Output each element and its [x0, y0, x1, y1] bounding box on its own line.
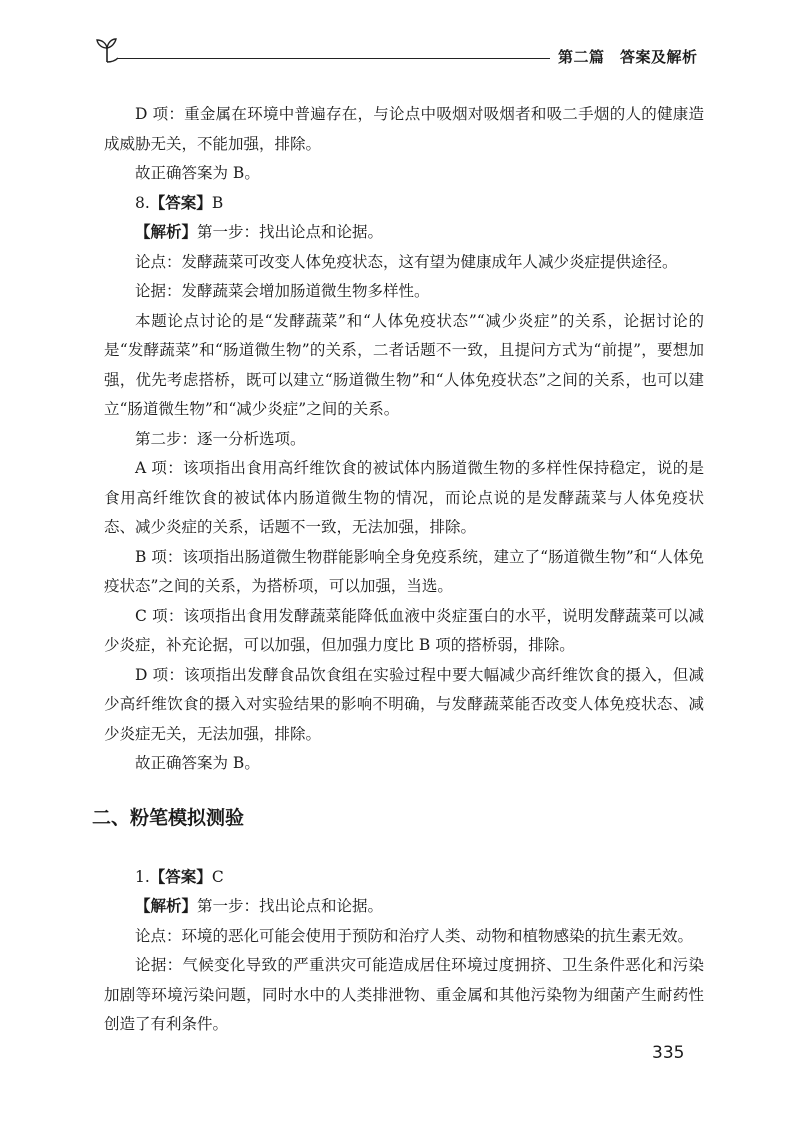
running-header: [0, 0, 800, 80]
analysis-line: 【解析】第一步：找出论点和论据。: [135, 223, 384, 241]
paragraph: 故正确答案为 B。: [135, 754, 260, 772]
page-body: [92, 100, 704, 1040]
answer-tag: 【答案】: [149, 867, 212, 886]
paragraph: 本题论点讨论的是“发酵蔬菜”和“人体免疫状态”“减少炎症”的关系，论据讨论的是“发酵蔬菜”和“肠道微生物”的关系，二者话题不一致，且提问方式为“前提”，要想加强，优先考虑搭桥，既可以建立“肠道微生物”和“人体免疫状态”之间的关系，也可以建立“肠道微生物”和“减少炎症”之间的关系。: [104, 311, 704, 418]
option-b-analysis: B 项：该项指出肠道微生物群能影响全身免疫系统，建立了“肠道微生物”和“人体免疫状态”之间的关系，为搭桥项，可以加强，当选。: [104, 547, 704, 595]
answer-line: 1.【答案】C: [135, 867, 224, 886]
answer-tag: 【答案】: [149, 193, 212, 212]
paragraph: 论点：发酵蔬菜可改变人体免疫状态，这有望为健康成年人减少炎症提供途径。: [135, 252, 678, 271]
page-number: 335: [652, 1043, 685, 1063]
answer-line: 8.【答案】B: [135, 193, 224, 212]
option-a-analysis: A 项：该项指出食用高纤维饮食的被试体内肠道微生物的多样性保持稳定，说的是食用高纤维饮食的被试体内肠道微生物的情况，而论点说的是发酵蔬菜与人体免疫状态、减少炎症的关系，话题不一致，无法加强，排除。: [104, 459, 704, 536]
option-d-analysis: D 项：该项指出发酵食品饮食组在实验过程中要大幅减少高纤维饮食的摄入，但减少高纤维饮食的摄入对实验结果的影响不明确，与发酵蔬菜能否改变人体免疫状态、减少炎症无关，无法加强，排除。: [104, 665, 704, 743]
header-title: 第二篇 答案及解析: [558, 48, 698, 66]
analysis-line: 【解析】第一步：找出论点和论据。: [135, 897, 384, 915]
paragraph: 第二步：逐一分析选项。: [135, 429, 306, 448]
paragraph: 论点：环境的恶化可能会使用于预防和治疗人类、动物和植物感染的抗生素无效。: [135, 926, 694, 945]
paragraph: D 项：重金属在环境中普遍存在，与论点中吸烟对吸烟者和吸二手烟的人的健康造成威胁无关，不能加强，排除。: [104, 105, 704, 153]
section-heading: 二、粉笔模拟测验: [92, 806, 245, 829]
sprout-icon: [92, 34, 122, 64]
paragraph: 故正确答案为 B。: [135, 164, 260, 182]
analysis-tag: 【解析】: [135, 897, 198, 915]
paragraph: 论据：发酵蔬菜会增加肠道微生物多样性。: [135, 282, 430, 300]
analysis-tag: 【解析】: [135, 223, 198, 241]
paragraph: 论据：气候变化导致的严重洪灾可能造成居住环境过度拥挤、卫生条件恶化和污染加剧等环境污染问题，同时水中的人类排泄物、重金属和其他污染物为细菌产生耐药性创造了有利条件。: [104, 956, 704, 1033]
option-c-analysis: C 项：该项指出食用发酵蔬菜能降低血液中炎症蛋白的水平，说明发酵蔬菜可以减少炎症，补充论据，可以加强，但加强力度比 B 项的搭桥弱，排除。: [104, 606, 704, 654]
header-rule: [118, 58, 550, 59]
